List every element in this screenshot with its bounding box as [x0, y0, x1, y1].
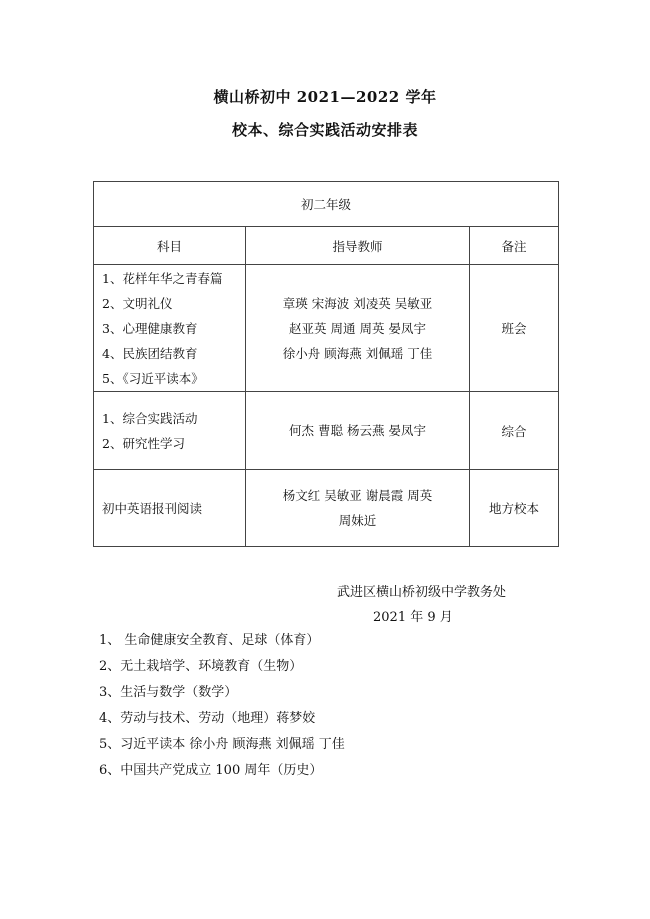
- subject-item: 1、花样年华之青春篇: [102, 270, 223, 286]
- subject-item: 2、文明礼仪: [102, 295, 173, 311]
- document-subtitle: 校本、综合实践活动安排表: [231, 121, 418, 139]
- teacher-names: 章瑛 宋海波 刘凌英 吴敏亚: [282, 295, 433, 311]
- teacher-names: 徐小舟 顾海燕 刘佩瑶 丁佳: [282, 345, 433, 361]
- issuing-office: 武进区横山桥初级中学教务处: [337, 585, 507, 600]
- teacher-names: 杨文红 吴敏亚 谢晨霞 周英: [282, 488, 433, 503]
- list-item: 2、无土栽培学、环境教育（生物）: [99, 659, 303, 674]
- column-header-teacher: 指导教师: [246, 227, 470, 265]
- note-cell: 综合: [470, 392, 559, 470]
- note-cell: 班会: [470, 265, 559, 392]
- subject-item: 初中英语报刊阅读: [102, 500, 203, 516]
- teacher-names: 赵亚英 周通 周英 晏凤宇: [289, 320, 426, 336]
- subject-cell: [94, 470, 246, 547]
- table-row: [94, 392, 559, 470]
- teacher-cell: [246, 470, 470, 547]
- table-row: [94, 265, 559, 392]
- subject-item: 1、综合实践活动: [102, 410, 198, 426]
- teacher-cell: [246, 265, 470, 392]
- notes-list: [99, 628, 345, 784]
- teacher-names: 何杰 曹聪 杨云燕 晏凤宇: [289, 423, 426, 438]
- teacher-names: 周妹近: [338, 513, 377, 528]
- subject-item: 4、民族团结教育: [102, 345, 198, 361]
- list-item: 5、习近平读本 徐小舟 顾海燕 刘佩瑶 丁佳: [99, 737, 345, 752]
- subject-item: 2、研究性学习: [102, 435, 185, 451]
- list-item: 3、生活与数学（数学）: [99, 685, 238, 700]
- teacher-cell: [246, 392, 470, 470]
- issue-date: 2021 年 9 月: [373, 610, 453, 625]
- note-cell: 地方校本: [470, 470, 559, 547]
- column-header-note: 备注: [470, 227, 559, 265]
- list-item: 6、中国共产党成立 100 周年（历史）: [99, 763, 323, 778]
- list-item: 4、劳动与技术、劳动（地理）蒋梦姣: [99, 711, 316, 726]
- grade-heading: 初二年级: [94, 182, 559, 227]
- subject-cell: [94, 392, 246, 470]
- column-header-subject: 科目: [94, 227, 246, 265]
- table-row: [94, 470, 559, 547]
- subject-item: 5、《习近平读本》: [102, 370, 204, 386]
- document-title: 横山桥初中 2021—2022 学年: [213, 88, 437, 106]
- subject-item: 3、心理健康教育: [102, 320, 198, 336]
- subject-cell: [94, 265, 246, 392]
- list-item: 1、 生命健康安全教育、足球（体育）: [99, 633, 320, 648]
- schedule-table: [93, 181, 559, 547]
